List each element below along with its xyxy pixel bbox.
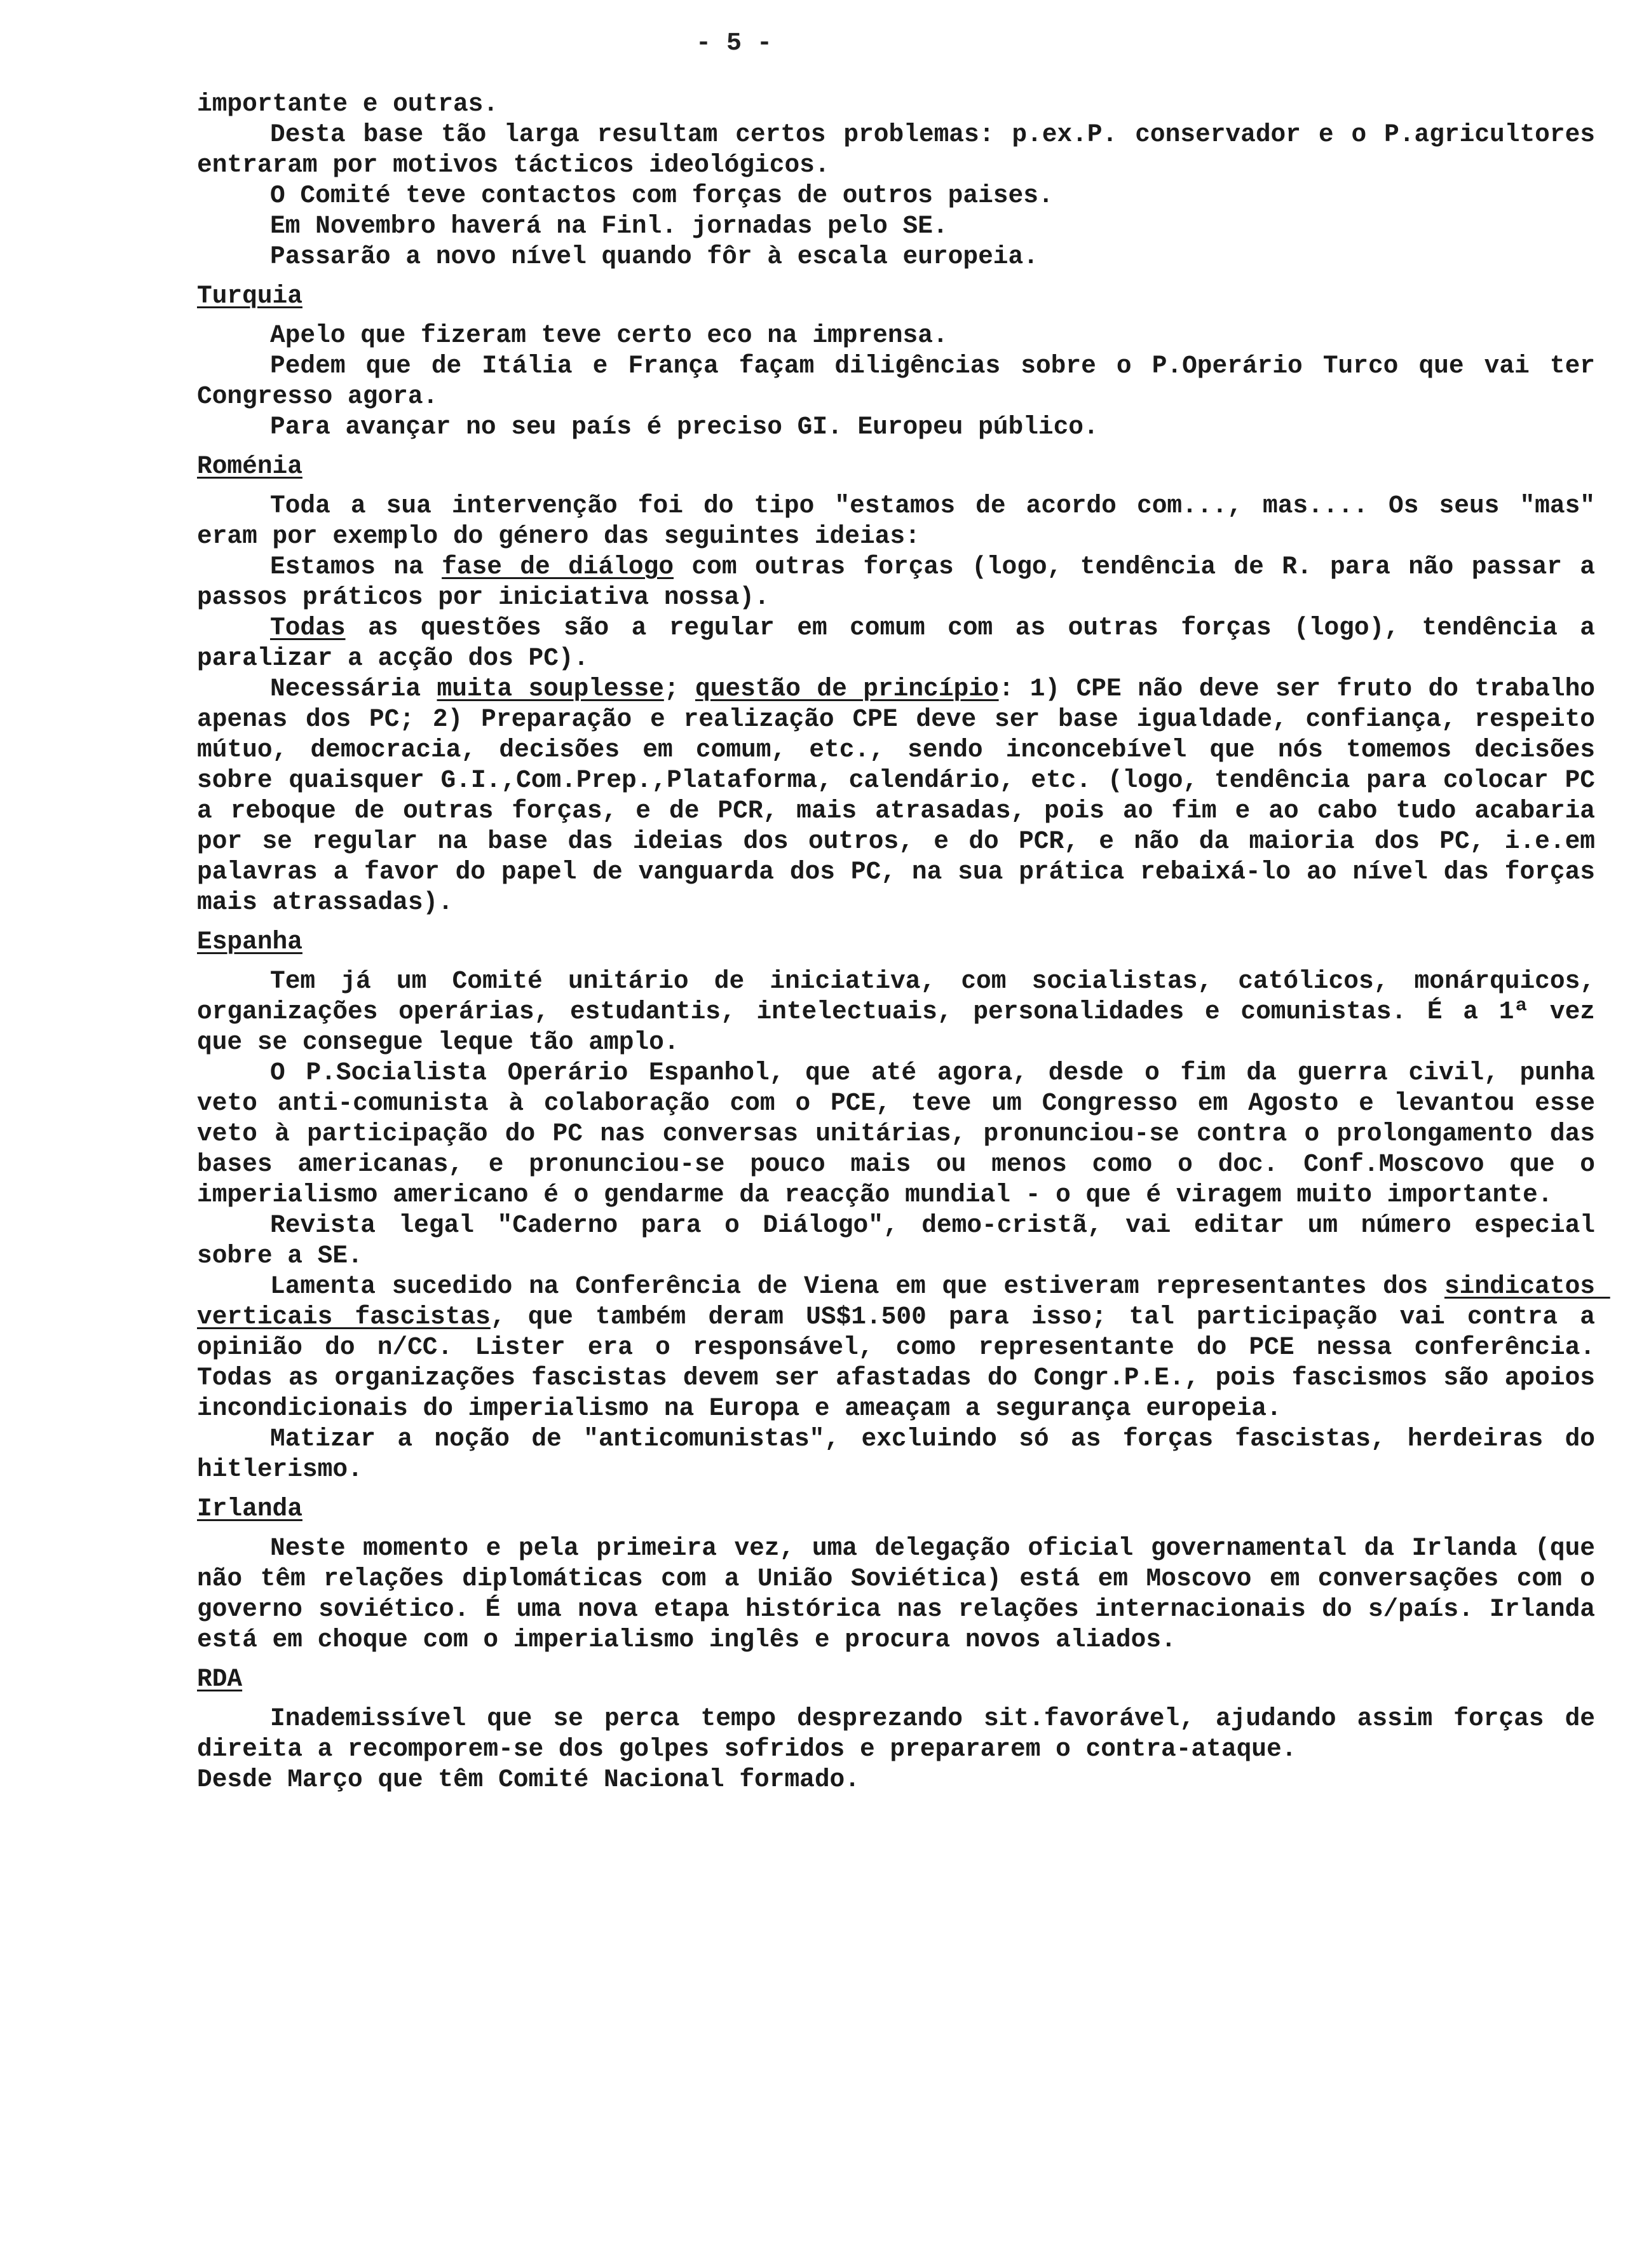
irlanda-paragraph-1: Neste momento e pela primeira vez, uma delegação oficial governamental da Irlanda (que não têm relações diplomáticas com a União Soviética) está em Moscovo em conversações com o governo soviético. É uma nova etapa histórica nas relações internacionais do s/país. Irlanda está em choque com o imperialismo inglês e procura novos aliados. — [197, 1534, 1610, 1654]
espanha-paragraph-4: Lamenta sucedido na Conferência de Viena em que estiveram representantes dos sindicatos verticais fascistas, que também deram US$1.500 para isso; tal participação vai contra a opinião do n/CC. Lister era o responsável, como representante do PCE nessa conferência. Todas as organizações fascistas devem ser afastadas do Congr.P.E., pois fascismos são apoios incondicionais do imperialismo na Europa e ameaçam a segurança europeia. — [197, 1272, 1610, 1423]
rda-paragraph-2: Desde Março que têm Comité Nacional formado. — [197, 1765, 860, 1794]
romenia-paragraph-3: Todas as questões são a regular em comum com as outras forças (logo), tendência a paralizar a acção dos PC). — [197, 613, 1610, 673]
turquia-line-3: Para avançar no seu país é preciso GI. Europeu público. — [270, 413, 1099, 441]
section-heading-rda: RDA — [197, 1665, 243, 1693]
turquia-line-1: Apelo que fizeram teve certo eco na imprensa. — [270, 321, 948, 350]
section-heading-romenia: Roménia — [197, 452, 302, 481]
section-intro — [197, 89, 1610, 272]
document-body — [197, 89, 1610, 1795]
page-number: - 5 - — [695, 29, 773, 58]
turquia-line-2: Pedem que de Itália e França façam diligências sobre o P.Operário Turco que vai ter Congresso agora. — [197, 352, 1610, 411]
intro-line-3: O Comité teve contactos com forças de outros paises. — [270, 181, 1054, 210]
section-irlanda — [197, 1494, 1610, 1655]
romenia-paragraph-1: Toda a sua intervenção foi do tipo "estamos de acordo com..., mas.... Os seus "mas" eram por exemplo do género das seguintes ideias: — [197, 491, 1610, 550]
section-romenia — [197, 451, 1610, 918]
intro-line-1: importante e outras. — [197, 90, 499, 118]
rda-paragraph-1: Inademissível que se perca tempo desprezando sit.favorável, ajudando assim forças de direita a recomporem-se dos golpes sofridos e prepararem o contra-ataque. — [197, 1704, 1610, 1763]
romenia-paragraph-2: Estamos na fase de diálogo com outras forças (logo, tendência de R. para não passar a passos práticos por iniciativa nossa). — [197, 552, 1610, 611]
intro-line-2: Desta base tão larga resultam certos problemas: p.ex.P. conservador e o P.agricultores entraram por motivos tácticos ideológicos. — [197, 120, 1610, 179]
espanha-paragraph-2: O P.Socialista Operário Espanhol, que até agora, desde o fim da guerra civil, punha veto anti-comunista à colaboração com o PCE, teve um Congresso em Agosto e levantou esse veto à participação do PC nas conversas unitárias, pronunciou-se contra o prolongamento das bases americanas, e pronunciou-se pouco mais ou menos como o doc. Conf.Moscovo que o imperialismo americano é o gendarme da reacção mundial - o que é viragem muito importante. — [197, 1058, 1610, 1209]
intro-line-4: Em Novembro haverá na Finl. jornadas pelo SE. — [270, 212, 948, 240]
section-heading-espanha: Espanha — [197, 927, 302, 956]
section-espanha — [197, 927, 1610, 1485]
section-heading-turquia: Turquia — [197, 282, 302, 310]
intro-line-5: Passarão a novo nível quando fôr à escala europeia. — [270, 242, 1038, 271]
section-turquia — [197, 281, 1610, 442]
romenia-paragraph-4: Necessária muita souplesse; questão de princípio: 1) CPE não deve ser fruto do trabalho apenas dos PC; 2) Preparação e realização CPE deve ser base igualdade, confiança, respeito mútuo, democracia, decisões em comum, etc., sendo inconcebível que nós tomemos decisões sobre quaisquer G.I.,Com.Prep.,Plataforma, calendário, etc. (logo, tendência para colocar PC a reboque de outras forças, e de PCR, mais atrasadas, pois ao fim e ao cabo tudo acabaria por se regular na base das ideias dos outros, e do PCR, e não da maioria dos PC, i.e.em palavras a favor do papel de vanguarda dos PC, na sua prática rebaixá-lo ao nível das forças mais atrassadas). — [197, 674, 1610, 917]
section-heading-irlanda: Irlanda — [197, 1494, 302, 1523]
espanha-paragraph-1: Tem já um Comité unitário de iniciativa, com socialistas, católicos, monárquicos, organizações operárias, estudantis, intelectuais, personalidades e comunistas. É a 1ª vez que se consegue leque tão amplo. — [197, 967, 1610, 1056]
section-rda — [197, 1664, 1610, 1795]
espanha-paragraph-3: Revista legal "Caderno para o Diálogo", demo-cristã, vai editar um número especial sobre a SE. — [197, 1211, 1610, 1270]
espanha-paragraph-5: Matizar a noção de "anticomunistas", excluindo só as forças fascistas, herdeiras do hitlerismo. — [197, 1424, 1610, 1484]
